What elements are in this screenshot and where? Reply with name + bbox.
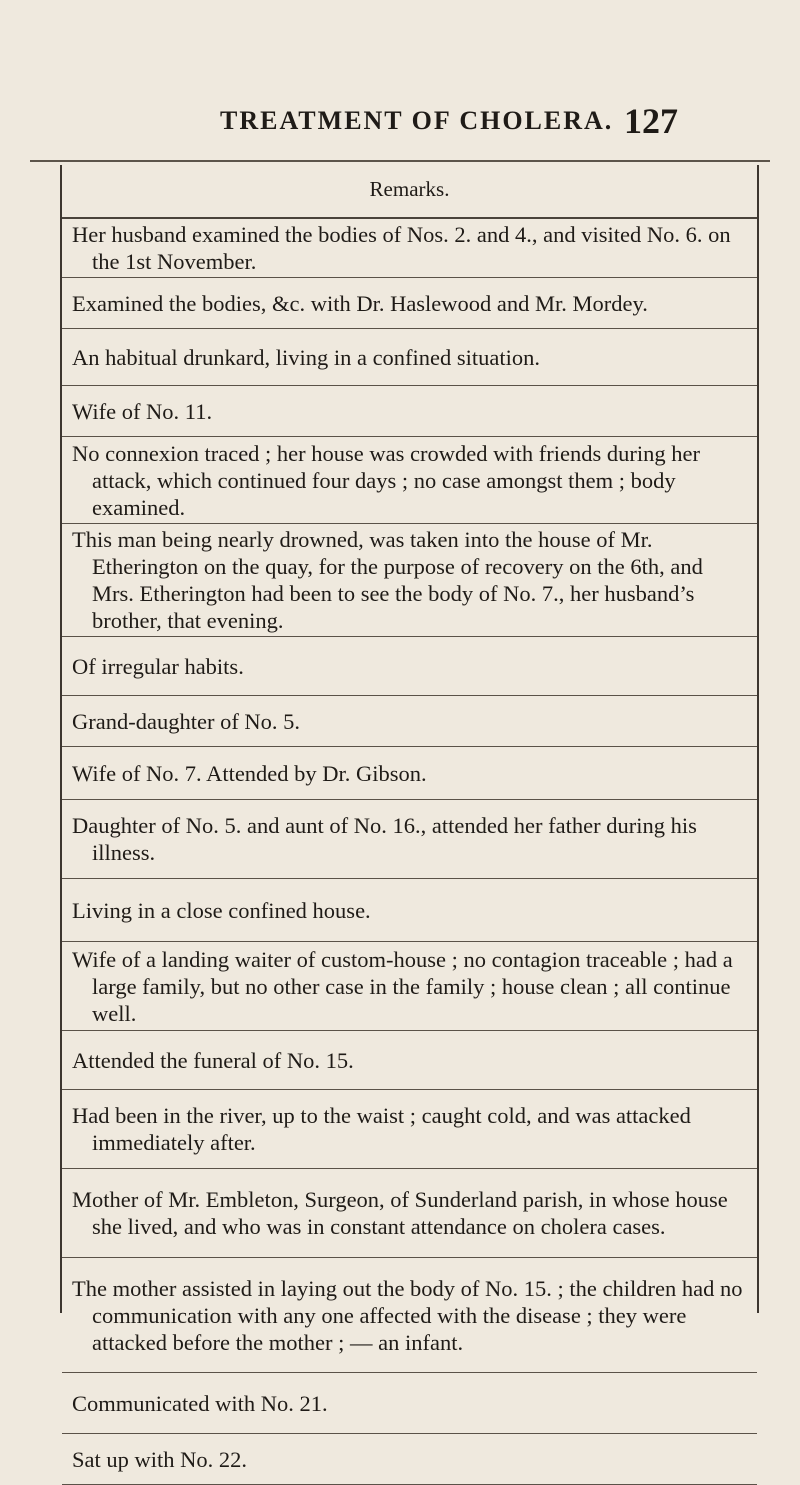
remark-text: Examined the bodies, &c. with Dr. Haslewood and Mr. Mordey. [72,290,648,316]
remarks-table [60,165,759,1472]
page-number: 127 [624,101,678,141]
table-row [62,879,757,942]
running-title: TREATMENT OF CHOLERA. [220,106,614,135]
table-row [62,1434,757,1485]
remark-text: Her husband examined the bodies of Nos. 2. and 4., and visited No. 6. on the 1st November. [72,222,731,274]
table-row [62,278,757,329]
table-row [62,1373,757,1434]
page-header [0,100,800,140]
table-row [62,800,757,879]
remark-text: Of irregular habits. [72,653,244,679]
table-row [62,329,757,386]
table-row [62,524,757,637]
remark-text: An habitual drunkard, living in a confined situation. [72,344,541,370]
table-row [62,437,757,524]
remark-text: Living in a close confined house. [72,897,371,923]
table-row [62,1031,757,1090]
table-row [62,747,757,800]
remark-text: Sat up with No. 22. [72,1446,248,1472]
header-rule [30,160,770,162]
table-row [62,219,757,278]
remark-text: Communicated with No. 21. [72,1390,328,1416]
table-row [62,386,757,437]
remark-text: No connexion traced ; her house was crowded with friends during her attack, which continued four days ; no case amongst them ; body examined. [72,440,700,520]
table-row [62,1090,757,1169]
remark-text: Mother of Mr. Embleton, Surgeon, of Sunderland parish, in whose house she lived, and who was in constant attendance on cholera cases. [72,1187,728,1239]
remark-text: Grand-daughter of No. 5. [72,708,301,734]
remark-text: Wife of No. 7. Attended by Dr. Gibson. [72,760,427,786]
table-row [62,637,757,696]
remark-text: Wife of No. 11. [72,398,213,424]
remark-text: Attended the funeral of No. 15. [72,1047,354,1073]
remark-text: The mother assisted in laying out the body of No. 15. ; the children had no communication with any one affected with the disease ; they were attacked before the mother ; — an infant. [72,1275,743,1355]
remark-text: Had been in the river, up to the waist ; caught cold, and was attacked immediately after. [72,1103,691,1155]
remark-text: Daughter of No. 5. and aunt of No. 16., attended her father during his illness. [72,813,697,865]
column-heading: Remarks. [62,165,757,219]
remark-text: This man being nearly drowned, was taken into the house of Mr. Etherington on the quay, for the purpose of recovery on the 6th, and Mrs. Etherington had been to see the body of No. 7., her husband’s brother, that evening. [72,527,703,633]
table-row [62,942,757,1031]
remark-text: Wife of a landing waiter of custom-house ; no contagion traceable ; had a large family, but no other case in the family ; house clean ; all continue well. [72,946,733,1026]
table-row [62,1169,757,1258]
table-row [62,1258,757,1373]
table-row [62,696,757,747]
